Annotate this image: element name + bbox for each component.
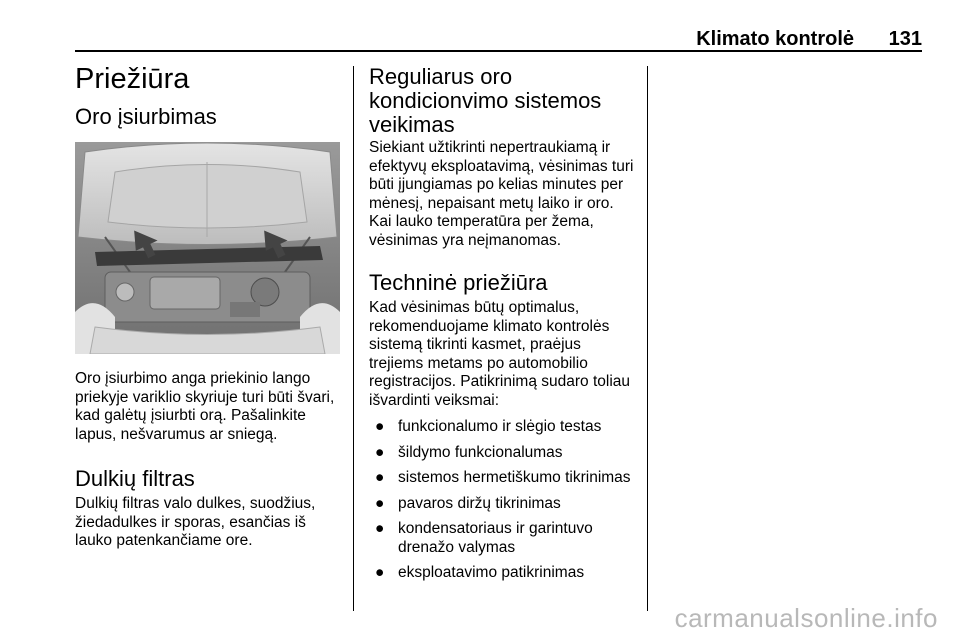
section-title-air-intake: Oro įsiurbimas [75, 104, 217, 129]
air-intake-text: Oro įsiurbimo anga priekinio lango priekyje variklio skyriuje turi būti švari, kad galėtų įsiurbti orą. Pašalinkite lapus, nešvarumus ar sniegą. [75, 370, 335, 443]
chapter-heading: Priežiūra [75, 63, 190, 95]
list-item: ● kondensatoriaus ir garintuvo drenažo valymas [375, 520, 593, 556]
regular-operation-text: Siekiant užtikrinti nepertraukiamą ir efektyvų eksploatavimą, vėsinimas turi būti įjungiamas po kelias minutes per mėnesį, nepaisant metų laiko ir oro. Kai lauko temperatūra per žema, vėsinimas yra neįmanomas. [369, 139, 634, 249]
list-item: ● funkcionalumo ir slėgio testas [375, 418, 602, 435]
column-divider-1 [353, 66, 354, 611]
engine-bay-illustration [75, 142, 340, 354]
section-title-regular-operation: Reguliarus oro kondicionvimo sistemos veikimas [369, 64, 602, 137]
dust-filter-text: Dulkių filtras valo dulkes, suodžius, žiedadulkes ir sporas, esančias iš lauko patenkančiame ore. [75, 495, 316, 549]
watermark: carmanualsonline.info [674, 603, 938, 633]
list-item: ● eksploatavimo patikrinimas [375, 564, 585, 581]
section-title-maintenance: Techninė priežiūra [369, 270, 548, 295]
column-divider-2 [647, 66, 648, 611]
list-item: ● pavaros diržų tikrinimas [375, 494, 561, 512]
list-item: ● sistemos hermetiškumo tikrinimas [375, 469, 631, 486]
column-left [75, 60, 345, 551]
column-middle [369, 65, 637, 590]
maintenance-text: Kad vėsinimas būtų optimalus, rekomenduojame klimato kontrolės sistemą tikrinti kasmet, praėjus trejiems metams po automobilio registracijos. Patikrinimą sudaro toliau išvardinti veiksmai: [369, 299, 631, 409]
header-title: Klimato kontrolė [696, 28, 854, 50]
section-title-dust-filter: Dulkių filtras [75, 466, 195, 491]
list-item: ● šildymo funkcionalumas [375, 443, 563, 461]
header-rule [75, 50, 922, 52]
maintenance-checklist [369, 418, 637, 583]
page-header [75, 28, 922, 50]
page-number: 131 [888, 28, 922, 50]
